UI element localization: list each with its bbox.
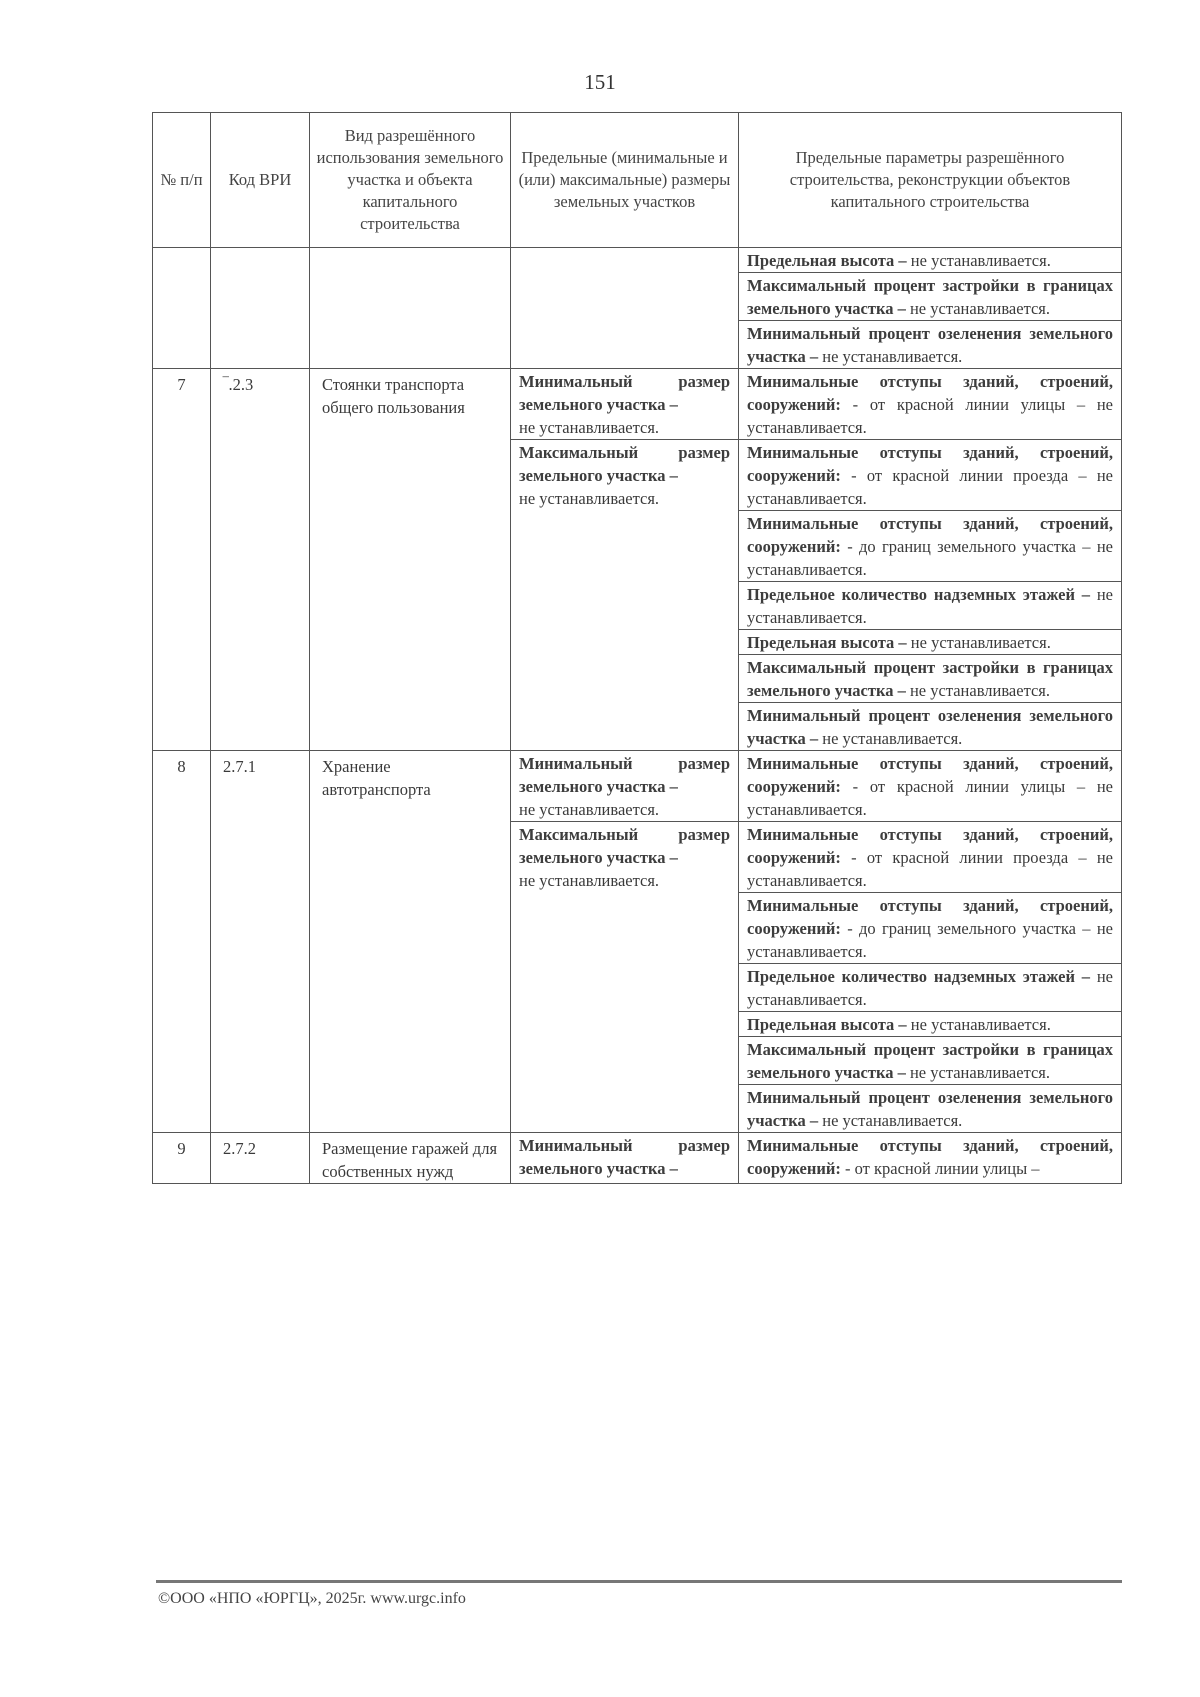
size-entry	[511, 821, 738, 892]
size-entry	[511, 369, 738, 439]
param-entry-value: - от красной линии проезда – не устанавливается.	[747, 848, 1114, 890]
param-entry	[739, 751, 1121, 821]
param-entry-value: не устанавливается.	[822, 347, 963, 366]
row-code: 2.7.2	[211, 1133, 310, 1184]
row-params	[739, 751, 1122, 1133]
param-entry-value: не устанавливается.	[910, 1015, 1051, 1034]
param-entry	[739, 320, 1121, 368]
row-kind	[310, 248, 511, 369]
param-entry-title: Предельная высота –	[747, 1015, 907, 1034]
param-entry	[739, 1036, 1121, 1084]
param-entry	[739, 702, 1121, 750]
param-entry-title: Минимальные отступы зданий, строений, сооружений:	[747, 896, 1113, 938]
param-entry-title: Предельное количество надземных этажей –	[747, 967, 1091, 986]
param-entry-value: не устанавливается.	[909, 1063, 1051, 1082]
param-entry	[739, 272, 1121, 320]
row-code: 2.7.1	[211, 751, 310, 1133]
header-size: Предельные (минимальные и (или) максимальные) размеры земельных участков	[511, 113, 739, 248]
param-entry	[739, 1084, 1121, 1132]
table-row	[153, 1133, 1122, 1184]
size-entry	[511, 1133, 738, 1180]
param-entry-title: Предельная высота –	[747, 251, 907, 270]
size-entry	[511, 439, 738, 510]
param-entry-title: Минимальные отступы зданий, строений, сооружений:	[747, 443, 1113, 485]
size-entry-title: Максимальный размер земельного участка –	[519, 825, 730, 867]
param-entry-title: Предельная высота –	[747, 633, 907, 652]
param-entry	[739, 629, 1121, 654]
row-code: ‾.2.3	[211, 369, 310, 751]
param-entry-title: Минимальные отступы зданий, строений, сооружений:	[747, 372, 1113, 414]
size-entry-value: не устанавливается.	[519, 800, 660, 819]
param-entry-value: не устанавливается.	[822, 1111, 963, 1130]
table-row	[153, 751, 1122, 1133]
param-entry	[739, 1011, 1121, 1036]
param-entry-title: Минимальные отступы зданий, строений, сооружений:	[747, 825, 1113, 867]
param-entry	[739, 248, 1121, 272]
param-entry	[739, 369, 1121, 439]
param-entry	[739, 510, 1121, 581]
param-entry-title: Минимальные отступы зданий, строений, сооружений:	[747, 754, 1113, 796]
param-entry-title: Минимальный процент озеленения земельного участка –	[747, 1088, 1113, 1130]
footer-copyright: ©ООО «НПО «ЮРГЦ», 2025г. www.urgc.info	[158, 1590, 466, 1607]
row-kind: Хранение автотранспорта	[310, 751, 511, 1133]
param-entry-value: не устанавливается.	[747, 967, 1113, 1009]
row-sizes	[511, 248, 739, 369]
size-entry-value: не устанавливается.	[519, 418, 660, 437]
param-entry-value: не устанавливается.	[910, 633, 1051, 652]
row-kind: Стоянки транспорта общего пользования	[310, 369, 511, 751]
row-sizes	[511, 751, 739, 1133]
param-entry-value: не устанавливается.	[910, 251, 1051, 270]
size-entry-title: Минимальный размер земельного участка –	[519, 1136, 730, 1178]
table-body	[153, 248, 1122, 1184]
row-kind: Размещение гаражей для собственных нужд	[310, 1133, 511, 1184]
param-entry-value: - от красной линии улицы –	[845, 1159, 1040, 1178]
param-entry-value: - до границ земельного участка – не устанавливается.	[747, 537, 1113, 579]
param-entry-value: - от красной линии улицы – не устанавливается.	[747, 777, 1114, 819]
param-entry-value: не устанавливается.	[822, 729, 963, 748]
param-entry-value: - от красной линии проезда – не устанавливается.	[747, 466, 1114, 508]
size-entry-title: Минимальный размер земельного участка –	[519, 754, 730, 796]
header-num: № п/п	[153, 113, 211, 248]
param-entry-value: - от красной линии улицы – не устанавливается.	[747, 395, 1114, 437]
param-entry-title: Максимальный процент застройки в границах земельного участка –	[747, 1040, 1113, 1082]
param-entry	[739, 892, 1121, 963]
row-sizes	[511, 369, 739, 751]
table-header	[153, 113, 1122, 248]
param-entry-title: Максимальный процент застройки в границах земельного участка –	[747, 658, 1113, 700]
param-entry-title: Максимальный процент застройки в границах земельного участка –	[747, 276, 1113, 318]
row-sizes	[511, 1133, 739, 1184]
header-params: Предельные параметры разрешённого строительства, реконструкции объектов капитального строительства	[739, 113, 1122, 248]
param-entry	[739, 439, 1121, 510]
row-number: 9	[153, 1133, 211, 1184]
row-params	[739, 369, 1122, 751]
page-number: 151	[584, 70, 616, 94]
param-entry-value: - до границ земельного участка – не устанавливается.	[747, 919, 1113, 961]
param-entry-title: Минимальный процент озеленения земельного участка –	[747, 324, 1113, 366]
param-entry	[739, 1133, 1121, 1180]
row-code	[211, 248, 310, 369]
header-code: Код ВРИ	[211, 113, 310, 248]
size-entry	[511, 751, 738, 821]
size-entry-title: Максимальный размер земельного участка –	[519, 443, 730, 485]
param-entry-value: не устанавливается.	[747, 585, 1113, 627]
table-row	[153, 369, 1122, 751]
size-entry-title: Минимальный размер земельного участка –	[519, 372, 730, 414]
row-number: 7	[153, 369, 211, 751]
param-entry-value: не устанавливается.	[909, 299, 1051, 318]
param-entry-title: Минимальные отступы зданий, строений, сооружений:	[747, 1136, 1113, 1178]
param-entry-title: Минимальный процент озеленения земельного участка –	[747, 706, 1113, 748]
param-entry	[739, 821, 1121, 892]
header-kind: Вид разрешённого использования земельного участка и объекта капитального строительства	[310, 113, 511, 248]
size-entry-value: не устанавливается.	[519, 489, 660, 508]
footer-divider	[156, 1580, 1122, 1583]
row-params	[739, 1133, 1122, 1184]
row-params	[739, 248, 1122, 369]
regulations-table	[152, 112, 1122, 1184]
size-entry-value: не устанавливается.	[519, 871, 660, 890]
table-row	[153, 248, 1122, 369]
row-number	[153, 248, 211, 369]
param-entry-title: Минимальные отступы зданий, строений, сооружений:	[747, 514, 1113, 556]
param-entry-title: Предельное количество надземных этажей –	[747, 585, 1091, 604]
param-entry	[739, 654, 1121, 702]
param-entry	[739, 581, 1121, 629]
param-entry-value: не устанавливается.	[909, 681, 1051, 700]
param-entry	[739, 963, 1121, 1011]
row-number: 8	[153, 751, 211, 1133]
